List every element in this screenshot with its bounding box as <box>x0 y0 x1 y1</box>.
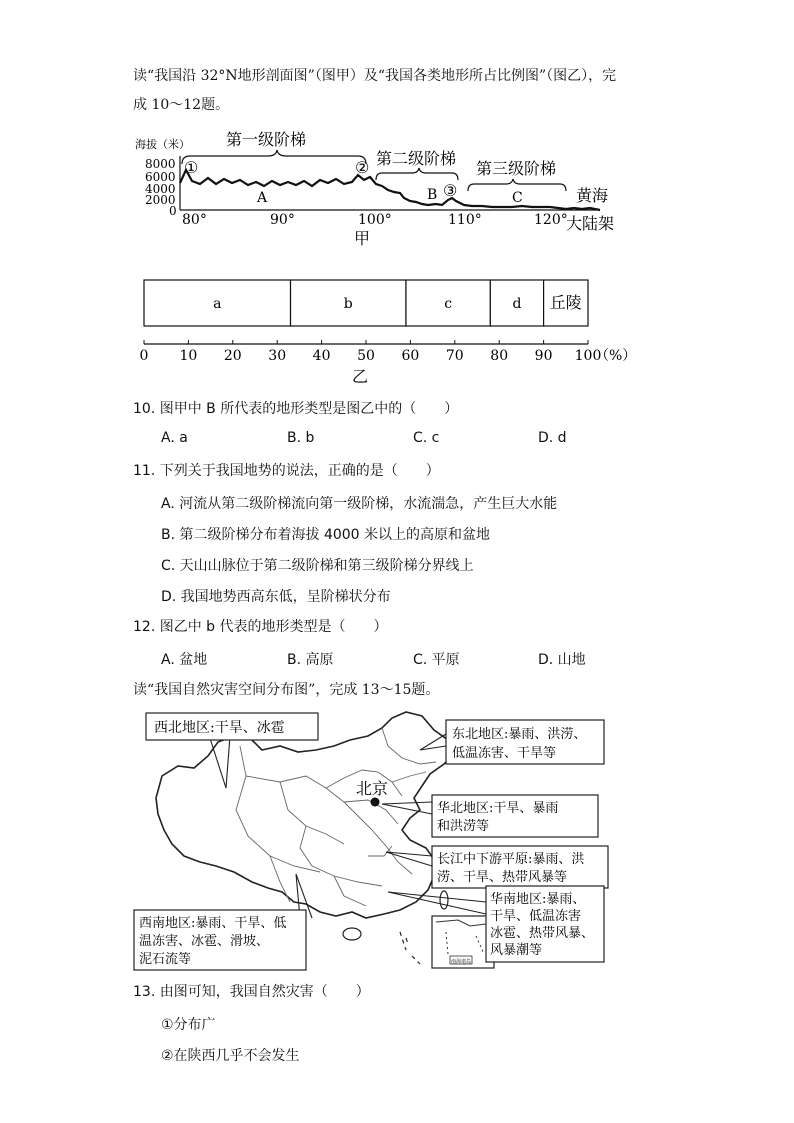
sea-boundary <box>400 932 420 964</box>
q11-option-a[interactable]: A. 河流从第二级阶梯流向第一级阶梯，水流湍急，产生巨大水能 <box>161 496 558 512</box>
ratio-segment-label: c <box>444 296 453 312</box>
y-tick: 8000 <box>145 157 176 171</box>
region-c-label: C <box>512 190 523 206</box>
ratio-tick-label: 40 <box>312 348 331 364</box>
q13-option-2[interactable]: ②在陕西几乎不会发生 <box>161 1048 300 1064</box>
intro-line-1: 读“我国沿 32°N地形剖面图”（图甲）及“我国各类地形所占比例图”（图乙），完 <box>133 68 617 84</box>
south-china-callout-line-2: 干旱、低温冻害 <box>490 909 582 924</box>
south-china-callout-line-1: 华南地区:暴雨、 <box>490 892 586 907</box>
disaster-map-figure <box>130 706 610 972</box>
x-tick: 110° <box>448 212 482 228</box>
inset-label: 南海诸岛 <box>451 959 472 965</box>
southwest-callout-line-3: 泥石流等 <box>139 952 192 967</box>
step2-label: 第二级阶梯 <box>376 149 457 168</box>
q12-option-b[interactable]: B. 高原 <box>287 652 334 668</box>
yellow-sea-label: 黄海 <box>576 186 609 205</box>
q10-option-a[interactable]: A. a <box>161 430 188 446</box>
beijing-marker <box>371 798 380 807</box>
ratio-segment-label: d <box>512 296 522 312</box>
q11-stem: 11. 下列关于我国地势的说法，正确的是（ ） <box>133 463 440 479</box>
y-tick: 6000 <box>145 170 176 184</box>
q10-option-d[interactable]: D. d <box>538 430 567 446</box>
x-tick: 90° <box>270 212 295 228</box>
yangtze-callout-line-1: 长江中下游平原:暴雨、洪 <box>437 852 585 867</box>
figure-caption-yi: 乙 <box>352 367 369 386</box>
south-china-callout-line-4: 风暴潮等 <box>490 943 543 958</box>
ratio-tick-label: 100 <box>574 348 602 364</box>
q12-option-c[interactable]: C. 平原 <box>413 652 460 668</box>
northeast-callout-line-2: 低温冻害、干旱等 <box>452 746 557 761</box>
q12-stem: 12. 图乙中 b 代表的地形类型是（ ） <box>133 619 388 635</box>
ratio-tick-label: 10 <box>179 348 198 364</box>
ratio-tick-label: 50 <box>357 348 375 364</box>
hainan-island <box>343 928 361 940</box>
figure-caption-jia: 甲 <box>354 229 371 246</box>
northeast-callout-line-1: 东北地区:暴雨、洪涝、 <box>452 727 587 742</box>
ratio-tick-label: 30 <box>268 348 287 364</box>
q13-option-1[interactable]: ①分布广 <box>161 1017 216 1033</box>
ratio-segment-label: a <box>213 296 222 312</box>
ratio-segment-label: b <box>343 296 353 312</box>
beijing-label: 北京 <box>356 779 389 798</box>
intro-2: 读“我国自然灾害空间分布图”，完成 13～15题。 <box>133 682 440 698</box>
step2-brace <box>376 168 458 180</box>
step3-label: 第三级阶梯 <box>476 159 557 178</box>
q11-option-b[interactable]: B. 第二级阶梯分布着海拔 4000 米以上的高原和盆地 <box>161 527 491 543</box>
ratio-tick-label: 0 <box>139 348 149 364</box>
southwest-callout-line-2: 温冻害、冰雹、滑坡、 <box>139 934 270 949</box>
y-tick: 0 <box>169 204 177 218</box>
marker-1: ① <box>184 158 199 177</box>
x-tick: 120° <box>534 212 568 228</box>
ratio-tick-label: 80 <box>490 348 509 364</box>
y-tick: 4000 <box>145 182 176 196</box>
marker-3: ③ <box>443 181 458 200</box>
x-tick: 80° <box>182 212 207 228</box>
q11-option-d[interactable]: D. 我国地势西高东低，呈阶梯状分布 <box>161 589 391 605</box>
china-outline <box>156 712 456 918</box>
ratio-bar <box>144 280 588 326</box>
y-tick: 2000 <box>145 193 176 207</box>
terrain-ratio-figure <box>130 276 650 386</box>
ratio-tick-label: 60 <box>401 348 420 364</box>
q13-stem: 13. 由图可知，我国自然灾害（ ） <box>133 984 370 1000</box>
marker-2: ② <box>355 158 370 177</box>
ratio-tick-label: 20 <box>223 348 242 364</box>
q10-option-c[interactable]: C. c <box>413 430 440 446</box>
x-tick: 100° <box>358 212 392 228</box>
ratio-segment-label: 丘陵 <box>549 293 582 312</box>
ratio-tick-label: 90 <box>534 348 553 364</box>
ratio-unit: （%） <box>595 348 637 364</box>
continental-shelf-label: 大陆架 <box>566 214 615 233</box>
northwest-callout-text: 西北地区:干旱、冰雹 <box>154 720 285 736</box>
taiwan-island <box>440 891 448 909</box>
north-china-callout-line-1: 华北地区:干旱、暴雨 <box>437 801 559 816</box>
q10-option-b[interactable]: B. b <box>287 430 315 446</box>
southwest-callout-line-1: 西南地区:暴雨、干旱、低 <box>139 916 287 931</box>
ratio-tick-label: 70 <box>445 348 464 364</box>
y-axis-title: 海拔（米） <box>135 138 190 151</box>
intro-line-2: 成 10～12题。 <box>133 97 230 113</box>
q10-stem: 10. 图甲中 B 所代表的地形类型是图乙中的（ ） <box>133 401 459 417</box>
north-china-callout-line-2: 和洪涝等 <box>437 819 490 834</box>
region-b-label: B <box>427 187 438 203</box>
terrain-profile-figure <box>130 128 630 246</box>
q12-option-d[interactable]: D. 山地 <box>538 652 586 668</box>
south-china-callout-line-3: 冰雹、热带风暴、 <box>490 926 595 941</box>
yangtze-callout-line-2: 涝、干旱、热带风暴等 <box>437 870 568 885</box>
step1-label: 第一级阶梯 <box>226 130 307 149</box>
region-a-label: A <box>257 190 268 206</box>
q12-option-a[interactable]: A. 盆地 <box>161 652 208 668</box>
q11-option-c[interactable]: C. 天山山脉位于第二级阶梯和第三级阶梯分界线上 <box>161 558 474 574</box>
step1-brace <box>182 150 366 164</box>
